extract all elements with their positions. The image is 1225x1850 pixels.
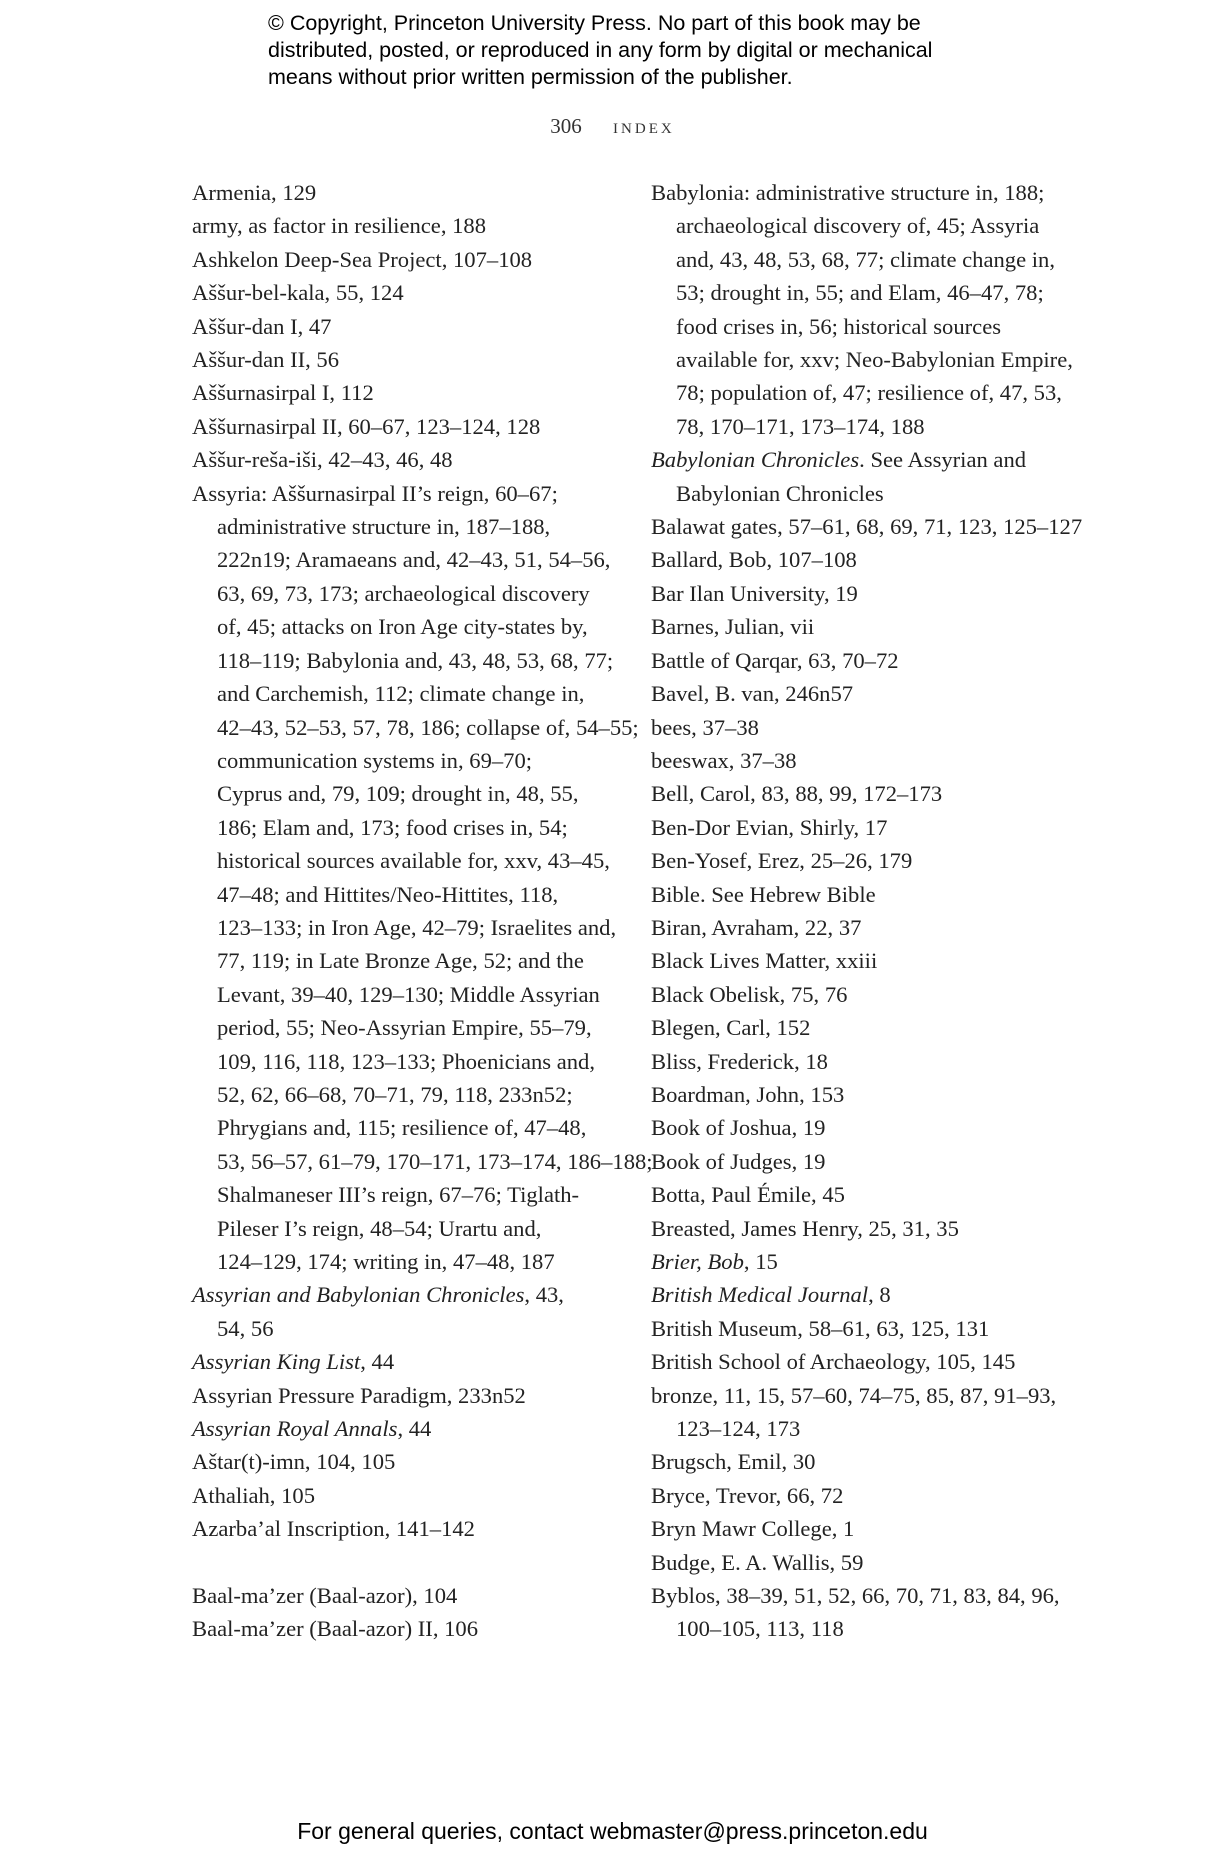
index-entry-line: Aššur-reša-iši, 42–43, 46, 48 (192, 447, 453, 473)
index-entry-line: Blegen, Carl, 152 (651, 1015, 811, 1041)
index-entry-line: Breasted, James Henry, 25, 31, 35 (651, 1215, 959, 1241)
index-entry-line: Brugsch, Emil, 30 (651, 1449, 816, 1475)
copyright-notice (268, 10, 1028, 91)
index-entry-line: Battle of Qarqar, 63, 70–72 (651, 647, 899, 673)
index-entry-line: 53; drought in, 55; and Elam, 46–47, 78; (676, 280, 1044, 306)
index-entry (651, 1546, 1091, 1579)
index-entry (192, 1445, 632, 1478)
index-entry (651, 777, 1091, 810)
index-entry-line: Aššurnasirpal I, 112 (192, 380, 374, 406)
index-entry-line: bees, 37–38 (651, 714, 759, 740)
index-entry-line: Assyrian and Babylonian Chronicles, 43, (192, 1282, 564, 1308)
index-entry-line: 124–129, 174; writing in, 47–48, 187 (217, 1249, 555, 1274)
index-entry-line: communication systems in, 69–70; (217, 747, 533, 773)
index-entry-line: 54, 56 (217, 1315, 274, 1341)
index-entry-line: Ben-Yosef, Erez, 25–26, 179 (651, 848, 913, 874)
index-entry (192, 243, 632, 276)
index-entry-line: and Carchemish, 112; climate change in, (217, 681, 585, 707)
index-entry-line: 53, 56–57, 61–79, 170–171, 173–174, 186–188; (217, 1148, 653, 1174)
index-entry-line: Phrygians and, 115; resilience of, 47–48, (217, 1115, 587, 1141)
index-entry (651, 610, 1091, 643)
index-entry-line: Aššurnasirpal II, 60–67, 123–124, 128 (192, 413, 541, 439)
index-entry-line: 77, 119; in Late Bronze Age, 52; and the (217, 948, 584, 974)
index-entry (192, 1412, 632, 1445)
index-entry (651, 1178, 1091, 1211)
index-entry (192, 410, 632, 443)
copyright-line: © Copyright, Princeton University Press. No part of this book may be (268, 11, 921, 35)
index-entry-line: Babylonian Chronicles (676, 480, 884, 506)
index-entry (651, 878, 1091, 911)
index-entry (651, 443, 1091, 510)
index-entry (651, 1212, 1091, 1245)
index-entry (651, 944, 1091, 977)
index-entry (651, 1145, 1091, 1178)
index-entry (651, 176, 1091, 443)
index-entry-line: British Museum, 58–61, 63, 125, 131 (651, 1315, 990, 1341)
index-entry-title: Brier, Bob (651, 1249, 744, 1274)
index-entry (651, 1111, 1091, 1144)
index-entry (651, 744, 1091, 777)
index-entry-line: 78, 170–171, 173–174, 188 (676, 413, 925, 439)
index-entry-line: period, 55; Neo-Assyrian Empire, 55–79, (217, 1015, 592, 1041)
index-entry (651, 644, 1091, 677)
index-entry-line: Aštar(t)-imn, 104, 105 (192, 1449, 396, 1475)
index-entry-line: British Medical Journal, 8 (651, 1282, 891, 1308)
index-entry-line: Botta, Paul Émile, 45 (651, 1182, 845, 1208)
index-entry (651, 1245, 1091, 1278)
index-entry (651, 1345, 1091, 1378)
running-header (0, 114, 1225, 139)
index-entry (651, 1078, 1091, 1111)
index-entry (192, 176, 632, 209)
index-entry-line: Black Lives Matter, xxiii (651, 948, 878, 974)
index-entry-line: Budge, E. A. Wallis, 59 (651, 1549, 864, 1575)
index-entry-line: Levant, 39–40, 129–130; Middle Assyrian (217, 981, 600, 1007)
index-entry (192, 376, 632, 409)
index-entry-line: 222n19; Aramaeans and, 42–43, 51, 54–56, (217, 547, 611, 573)
index-entry (192, 1379, 632, 1412)
index-entry-line: Byblos, 38–39, 51, 52, 66, 70, 71, 83, 84, 96, (651, 1583, 1060, 1609)
index-entry (192, 1512, 632, 1545)
index-entry-line: Ballard, Bob, 107–108 (651, 547, 857, 573)
index-entry (192, 343, 632, 376)
index-entry-line: Bell, Carol, 83, 88, 99, 172–173 (651, 781, 943, 807)
index-entry-line: British School of Archaeology, 105, 145 (651, 1349, 1016, 1375)
index-entry (651, 510, 1091, 543)
index-entry (192, 1479, 632, 1512)
index-entry-line: 42–43, 52–53, 57, 78, 186; collapse of, 54–55; (217, 714, 639, 740)
index-entry-title: Assyrian and Babylonian Chronicles (192, 1282, 525, 1308)
index-entry-line: Bliss, Frederick, 18 (651, 1048, 828, 1074)
index-entry-line: Ashkelon Deep-Sea Project, 107–108 (192, 246, 533, 272)
index-entry-line: archaeological discovery of, 45; Assyria (676, 213, 1040, 239)
index-entry-line: 123–133; in Iron Age, 42–79; Israelites and, (217, 914, 617, 940)
index-entry (651, 1445, 1091, 1478)
letter-gap (192, 1546, 632, 1579)
index-entry (192, 310, 632, 343)
index-entry (651, 543, 1091, 576)
index-column-right (651, 176, 1091, 1646)
index-entry (651, 577, 1091, 610)
index-entry (651, 1312, 1091, 1345)
index-entry-line: Biran, Avraham, 22, 37 (651, 914, 862, 940)
index-entry (651, 1278, 1091, 1311)
footer-contact: For general queries, contact webmaster@press.princeton.edu (297, 1818, 928, 1844)
copyright-line: means without prior written permission of the publisher. (268, 65, 793, 89)
index-entry-line: Bible. See Hebrew Bible (651, 881, 876, 907)
index-entry-line: Barnes, Julian, vii (651, 614, 815, 640)
index-entry (192, 1612, 632, 1645)
index-entry (192, 209, 632, 242)
index-entry-line: Ben-Dor Evian, Shirly, 17 (651, 814, 888, 840)
index-entry-line: Assyrian King List, 44 (192, 1349, 395, 1375)
index-entry-line: Aššur-dan II, 56 (192, 347, 340, 373)
index-entry-line: 109, 116, 118, 123–133; Phoenicians and, (217, 1048, 595, 1074)
index-entry-line: army, as factor in resilience, 188 (192, 213, 487, 239)
index-entry-line: administrative structure in, 187–188, (217, 514, 551, 540)
index-entry-line: Bar Ilan University, 19 (651, 580, 858, 606)
index-entry-line: Aššur-dan I, 47 (192, 313, 332, 339)
index-entry (192, 276, 632, 309)
index-entry-line: 63, 69, 73, 173; archaeological discovery (217, 580, 590, 606)
index-entry (651, 811, 1091, 844)
index-entry-line: Pileser I’s reign, 48–54; Urartu and, (217, 1215, 542, 1241)
index-entry-line: Book of Joshua, 19 (651, 1115, 826, 1141)
index-entry-line: Baal-ma’zer (Baal-azor) II, 106 (192, 1616, 479, 1642)
index-entry-line: bronze, 11, 15, 57–60, 74–75, 85, 87, 91–93, (651, 1382, 1057, 1408)
index-entry-line: Boardman, John, 153 (651, 1081, 845, 1107)
index-entry-line: Athaliah, 105 (192, 1482, 315, 1508)
index-entry-line: beeswax, 37–38 (651, 747, 797, 773)
index-entry-line: 100–105, 113, 118 (676, 1616, 844, 1642)
index-entry (651, 677, 1091, 710)
index-entry-line: Bryce, Trevor, 66, 72 (651, 1482, 844, 1508)
index-entry-line: Babylonia: administrative structure in, 188; (651, 180, 1045, 205)
index-entry (651, 911, 1091, 944)
index-entry-line: 78; population of, 47; resilience of, 47, 53, (676, 380, 1062, 406)
index-entry (192, 477, 653, 1279)
index-entry-title: British Medical Journal (651, 1282, 869, 1308)
index-entry-title: Babylonian Chronicles (651, 447, 860, 473)
index-entry-line: available for, xxv; Neo-Babylonian Empire, (676, 347, 1073, 373)
index-entry (651, 1512, 1091, 1545)
index-entry (192, 443, 632, 476)
index-entry-line: Azarba’al Inscription, 141–142 (192, 1516, 475, 1542)
index-entry-line: food crises in, 56; historical sources (676, 313, 1002, 339)
index-entry-line: Brier, Bob, 15 (651, 1249, 778, 1274)
index-entry (651, 844, 1091, 877)
index-entry-line: 52, 62, 66–68, 70–71, 79, 118, 233n52; (217, 1081, 573, 1107)
index-entry-line: historical sources available for, xxv, 43–45, (217, 848, 610, 874)
index-entry-line: Assyrian Pressure Paradigm, 233n52 (192, 1382, 526, 1408)
copyright-line: distributed, posted, or reproduced in any form by digital or mechanical (268, 38, 933, 62)
page-title: index (613, 114, 675, 138)
index-entry-line: Aššur-bel-kala, 55, 124 (192, 280, 404, 306)
index-entry-title: Assyrian Royal Annals (192, 1416, 398, 1442)
index-entry-line: Babylonian Chronicles. See Assyrian and (651, 447, 1027, 473)
index-entry (651, 711, 1091, 744)
index-entry-line: Baal-ma’zer (Baal-azor), 104 (192, 1583, 458, 1609)
index-entry-line: Bryn Mawr College, 1 (651, 1516, 855, 1542)
index-entry-line: Assyrian Royal Annals, 44 (192, 1416, 432, 1442)
index-entry (651, 1579, 1091, 1646)
index-column-left (192, 176, 653, 1646)
index-entry-title: Assyrian King List (192, 1349, 361, 1375)
index-entry-line: Assyria: Aššurnasirpal II’s reign, 60–67; (192, 480, 558, 506)
index-entry-line: of, 45; attacks on Iron Age city-states by, (217, 614, 588, 640)
index-entry-line: Black Obelisk, 75, 76 (651, 981, 848, 1007)
index-entry-line: Armenia, 129 (192, 180, 317, 205)
index-entry-line: Balawat gates, 57–61, 68, 69, 71, 123, 125–127 (651, 514, 1083, 540)
page-number: 306 (550, 114, 582, 138)
index-entry-line: 47–48; and Hittites/Neo-Hittites, 118, (217, 881, 559, 907)
index-entry-line: 118–119; Babylonia and, 43, 48, 53, 68, 77; (217, 647, 614, 673)
index-entry (192, 1278, 632, 1345)
index-entry-line: Shalmaneser III’s reign, 67–76; Tiglath- (217, 1182, 580, 1208)
index-entry-line: Bavel, B. van, 246n57 (651, 681, 854, 707)
index-entry (192, 1345, 632, 1378)
index-entry (651, 1011, 1091, 1044)
index-entry (651, 978, 1091, 1011)
index-entry (651, 1045, 1091, 1078)
index-entry (651, 1379, 1091, 1446)
index-entry (651, 1479, 1091, 1512)
index-entry-line: and, 43, 48, 53, 68, 77; climate change in, (676, 246, 1055, 272)
index-entry-line: 186; Elam and, 173; food crises in, 54; (217, 814, 568, 840)
index-entry (192, 1579, 632, 1612)
index-entry-line: 123–124, 173 (676, 1416, 801, 1442)
index-entry-line: Cyprus and, 79, 109; drought in, 48, 55, (217, 781, 579, 807)
index-entry-line: Book of Judges, 19 (651, 1148, 826, 1174)
